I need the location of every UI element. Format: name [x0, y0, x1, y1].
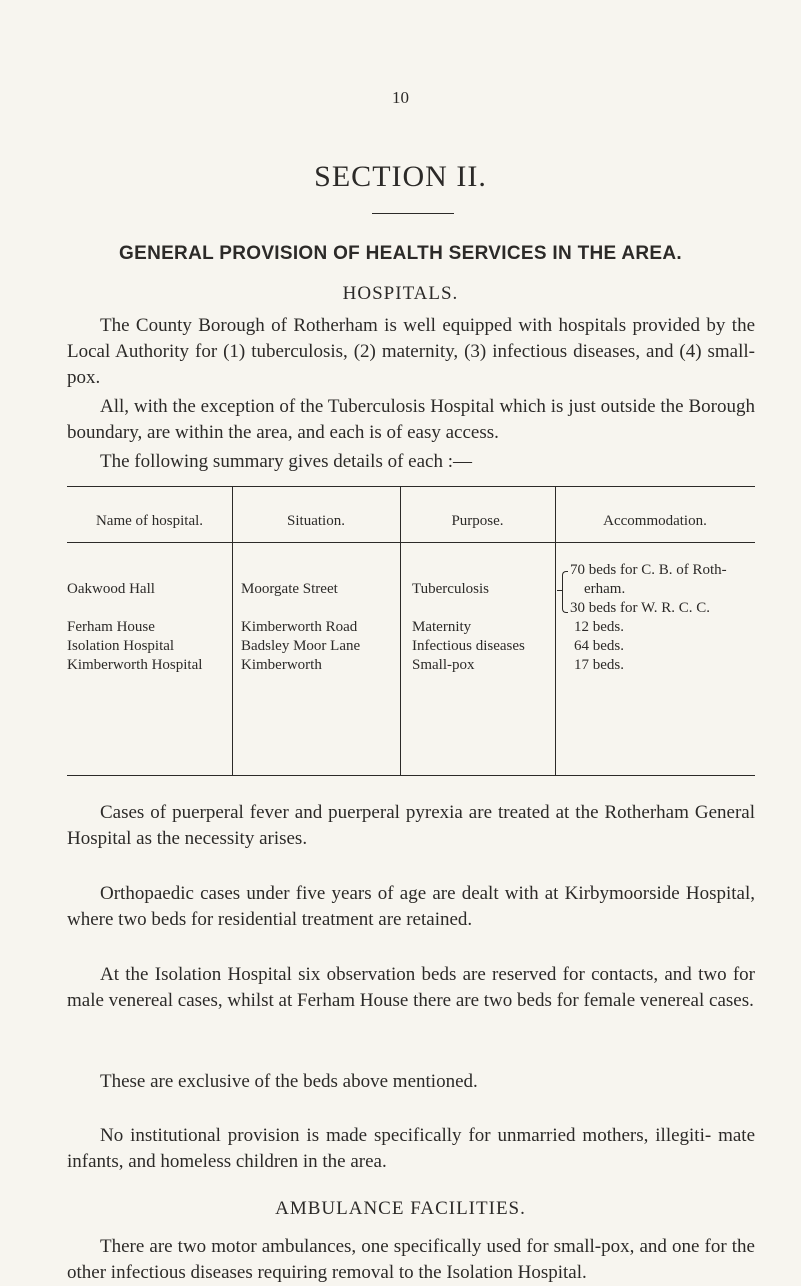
header-name: Name of hospital. [95, 513, 204, 529]
cell-accommodation-line: 30 beds for W. R. C. C. [570, 600, 711, 616]
paragraph-isolation-text: At the Isolation Hospital six observation beds are reserved for contacts, and two for male venereal cases, whilst at Ferham House there are two beds for female venereal cases. [67, 964, 755, 1011]
header-purpose: Purpose. [451, 513, 504, 529]
ambulance-heading: AMBULANCE FACILITIES. [275, 1198, 526, 1219]
hospitals-heading: HOSPITALS. [342, 283, 459, 304]
paragraph-access [67, 394, 755, 446]
cell-accommodation: 64 beds. [574, 638, 624, 654]
paragraph-puerperal-text: Cases of puerperal fever and puerperal pyrexia are treated at the Rotherham General Hospital as the necessity arises. [67, 802, 755, 849]
header-accommodation: Accommodation. [603, 513, 707, 529]
table-top-rule [67, 486, 755, 487]
cell-name: Ferham House [67, 619, 155, 635]
paragraph-ambulance-text: There are two motor ambulances, one specifically used for small-pox, and one for the other infectious diseases requiring removal to the Isolation Hospital. [67, 1236, 755, 1283]
paragraph-intro [67, 313, 755, 391]
paragraph-orthopaedic-text: Orthopaedic cases under five years of age are dealt with at Kirbymoorside Hospital, where two beds for residential treatment are retained. [67, 883, 755, 930]
cell-accommodation-line: 70 beds for C. B. of Roth- [570, 562, 727, 578]
brace [562, 571, 568, 613]
cell-accommodation: 17 beds. [574, 657, 624, 673]
section-title: SECTION II. [314, 160, 487, 193]
cell-purpose: Tuberculosis [412, 581, 489, 597]
paragraph-exclusive-text: These are exclusive of the beds above mentioned. [100, 1071, 478, 1092]
header-situation: Situation. [287, 513, 345, 529]
brace-tip [557, 590, 562, 591]
paragraph-summary-lead [67, 449, 755, 475]
page-number: 10 [392, 88, 409, 107]
cell-purpose: Small-pox [412, 657, 475, 673]
paragraph-orthopaedic [67, 881, 755, 933]
cell-situation: Moorgate Street [241, 581, 338, 597]
cell-name: Kimberworth Hospital [67, 657, 203, 673]
paragraph-intro-text: The County Borough of Rotherham is well equipped with hospitals provided by the Local Authority for (1) tuberculosis, (2) maternity, (3) infectious diseases, and (4) small-pox. [67, 315, 755, 388]
title-underline [372, 213, 454, 214]
cell-situation: Kimberworth [241, 657, 322, 673]
cell-accommodation-line: erham. [584, 581, 626, 597]
paragraph-exclusive [67, 1069, 755, 1095]
main-heading: GENERAL PROVISION OF HEALTH SERVICES IN THE AREA. [119, 243, 682, 264]
paragraph-institutional-text: No institutional provision is made specifically for unmarried mothers, illegiti- mate infants, and homeless children in the area. [67, 1125, 755, 1172]
paragraph-summary-lead-text: The following summary gives details of each :— [100, 451, 472, 472]
cell-name: Oakwood Hall [67, 581, 155, 597]
cell-situation: Badsley Moor Lane [241, 638, 361, 654]
cell-purpose: Maternity [412, 619, 472, 635]
paragraph-institutional [67, 1123, 755, 1175]
paragraph-access-text: All, with the exception of the Tuberculosis Hospital which is just outside the Borough boundary, are within the area, and each is of easy access. [67, 396, 755, 443]
paragraph-isolation [67, 962, 755, 1014]
cell-purpose: Infectious diseases [412, 638, 525, 654]
table-header-rule [67, 542, 755, 543]
paragraph-puerperal [67, 800, 755, 852]
paragraph-ambulance [67, 1234, 755, 1286]
hospitals-table [67, 486, 755, 777]
table-bottom-rule [67, 775, 755, 776]
cell-accommodation: 12 beds. [574, 619, 624, 635]
cell-situation: Kimberworth Road [241, 619, 358, 635]
cell-name: Isolation Hospital [67, 638, 175, 654]
